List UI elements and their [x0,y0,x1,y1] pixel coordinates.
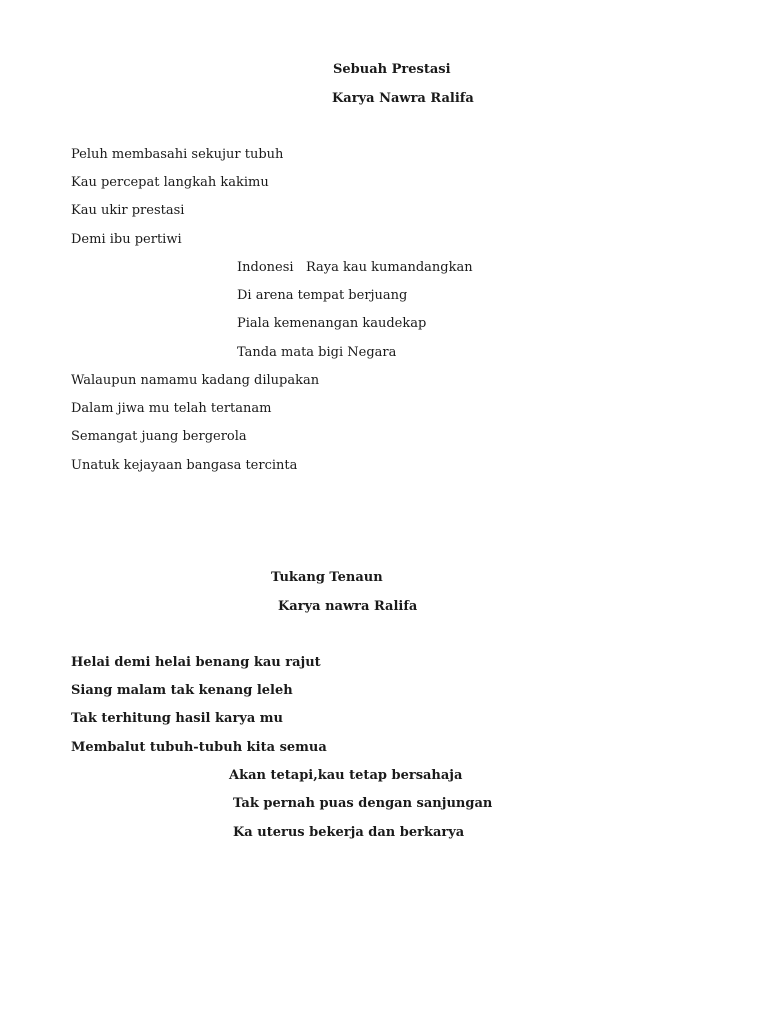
poem2-line: Siang malam tak kenang leleh [71,683,293,698]
poem1-line: Unatuk kejayaan bangasa tercinta [71,458,298,473]
poem1-author: Karya Nawra Ralifa [332,91,474,106]
poem1-line: Semangat juang bergerola [71,429,247,444]
poem1-line: Kau percepat langkah kakimu [71,175,269,190]
poem2-title: Tukang Tenaun [271,570,383,585]
poem1-line: Di arena tempat berjuang [237,288,408,303]
poem2-line: Tak terhitung hasil karya mu [71,711,284,726]
poem1-line: Dalam jiwa mu telah tertanam [71,401,272,416]
poem2-line: Membalut tubuh-tubuh kita semua [71,740,327,755]
poem1-line: Peluh membasahi sekujur tubuh [71,147,284,162]
poem1-line: Tanda mata bigi Negara [237,345,397,360]
poem1-line: Walaupun namamu kadang dilupakan [71,373,320,388]
poem1-line: Kau ukir prestasi [71,203,185,218]
poem1-line: Demi ibu pertiwi [71,232,182,247]
poem2-line: Ka uterus bekerja dan berkarya [233,825,465,840]
poem1-title: Sebuah Prestasi [333,62,451,77]
poem2-line: Akan tetapi,kau tetap bersahaja [229,768,463,783]
poem2-line: Helai demi helai benang kau rajut [71,655,321,670]
poem2-author: Karya nawra Ralifa [278,599,418,614]
poem1-line: Piala kemenangan kaudekap [237,316,427,331]
poem1-line: Indonesi Raya kau kumandangkan [237,260,473,275]
poem2-line: Tak pernah puas dengan sanjungan [233,796,493,811]
